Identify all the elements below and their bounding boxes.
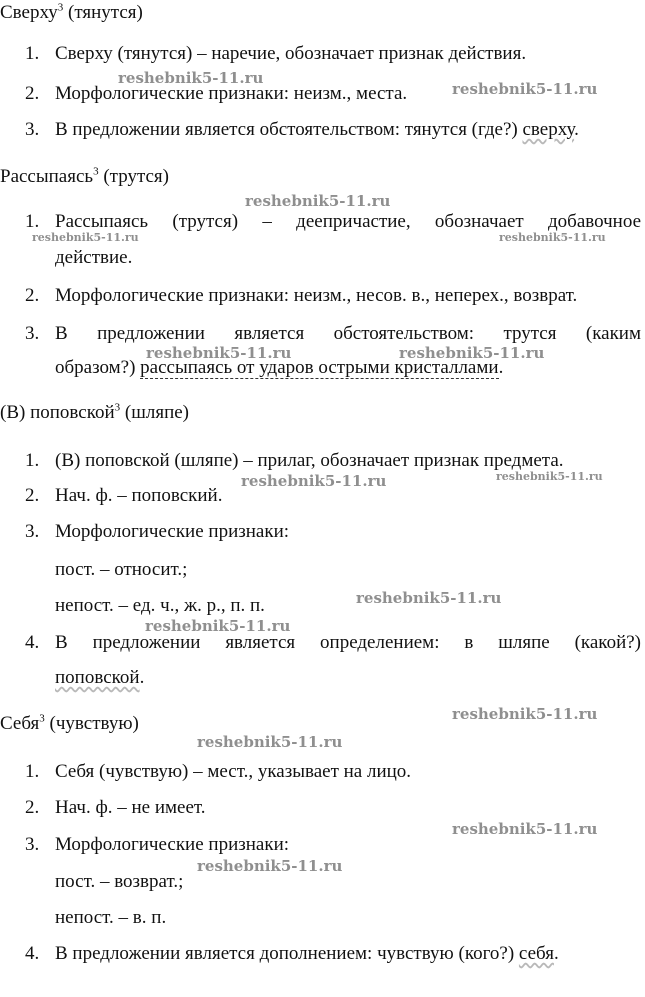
list-item-continuation: [55, 667, 144, 689]
watermark: reshebnik5-11.ru: [452, 705, 598, 723]
list-number: 3.: [25, 521, 40, 542]
underlined-phrase: рассыпаясь от ударов острыми кристаллами: [140, 357, 499, 378]
list-number: 1.: [25, 211, 40, 232]
list-number: 2.: [25, 285, 40, 306]
item-text: образом?): [55, 357, 136, 378]
list-item-subline: пост. – относит.;: [55, 559, 188, 580]
list-number: 2.: [25, 83, 40, 104]
list-number: 1.: [25, 761, 40, 782]
watermark: reshebnik5-11.ru: [399, 344, 545, 362]
watermark: reshebnik5-11.ru: [197, 857, 343, 875]
list-item: В предложении является обстоятельством: трутся (каким: [55, 323, 641, 344]
watermark: reshebnik5-11.ru: [496, 470, 603, 483]
watermark: reshebnik5-11.ru: [356, 589, 502, 607]
heading-word: Сверху: [0, 2, 58, 23]
list-item: В предложении является определением: в шляпе (какой?): [55, 632, 641, 653]
list-item-continuation: действие.: [55, 247, 133, 268]
item-text: В предложении является дополнением: чувствую (кого?): [55, 943, 515, 964]
heading-context: (тянутся): [68, 2, 143, 23]
list-item: Морфологические признаки:: [55, 521, 290, 542]
period: .: [574, 119, 579, 140]
underlined-word: себя: [518, 943, 554, 964]
watermark: reshebnik5-11.ru: [245, 192, 391, 210]
section-heading: [0, 166, 169, 188]
watermark: reshebnik5-11.ru: [145, 617, 291, 635]
item-text: В предложении является обстоятельством: тянутся (где?): [55, 119, 518, 140]
watermark: reshebnik5-11.ru: [118, 69, 264, 87]
list-number: 3.: [25, 323, 40, 344]
watermark: reshebnik5-11.ru: [241, 472, 387, 490]
section-heading: [0, 713, 139, 735]
section-heading: [0, 402, 189, 424]
list-item: Нач. ф. – поповский.: [55, 485, 223, 506]
watermark: reshebnik5-11.ru: [499, 231, 606, 244]
period: .: [498, 357, 504, 378]
list-number: 1.: [25, 43, 40, 64]
list-number: 2.: [25, 485, 40, 506]
list-item: Рассыпаясь (трутся) – деепричастие, обозначает добавочное: [55, 211, 641, 232]
list-number: 4.: [25, 632, 40, 653]
watermark: reshebnik5-11.ru: [452, 80, 598, 98]
heading-word: Себя: [0, 713, 40, 734]
list-item: (В) поповской (шляпе) – прилаг, обозначает признак предмета.: [55, 450, 564, 471]
list-item: [55, 119, 579, 141]
period: .: [553, 943, 559, 964]
list-item: Морфологические признаки: неизм., несов. в., неперех., возврат.: [55, 285, 578, 306]
list-item: [55, 943, 559, 965]
heading-context: (трутся): [103, 166, 169, 187]
heading-word: (В) поповской: [0, 402, 115, 423]
list-item-subline: непост. – в. п.: [55, 907, 167, 928]
watermark: reshebnik5-11.ru: [452, 820, 598, 838]
list-item: Себя (чувствую) – мест., указывает на лицо.: [55, 761, 412, 782]
list-number: 4.: [25, 943, 40, 964]
watermark: reshebnik5-11.ru: [197, 733, 343, 751]
list-number: 3.: [25, 119, 40, 140]
list-item-subline: непост. – ед. ч., ж. р., п. п.: [55, 595, 265, 616]
list-item: Морфологические признаки: неизм., места.: [55, 83, 408, 104]
watermark: reshebnik5-11.ru: [146, 344, 292, 362]
watermark: reshebnik5-11.ru: [32, 231, 139, 244]
footnote-marker: 3: [39, 712, 45, 725]
section-heading: [0, 2, 143, 24]
heading-context: (чувствую): [49, 713, 139, 734]
period: .: [139, 667, 145, 688]
list-item: Сверху (тянутся) – наречие, обозначает признак действия.: [55, 43, 527, 64]
list-number: 3.: [25, 834, 40, 855]
footnote-marker: 3: [114, 401, 121, 414]
footnote-marker: 3: [93, 165, 99, 178]
list-number: 2.: [25, 797, 40, 818]
list-number: 1.: [25, 450, 40, 471]
footnote-marker: 3: [57, 1, 64, 14]
underlined-word: сверху: [522, 119, 575, 140]
underlined-word: поповской: [55, 667, 140, 688]
list-item: Нач. ф. – не имеет.: [55, 797, 206, 818]
list-item: Морфологические признаки:: [55, 834, 290, 855]
list-item-subline: пост. – возврат.;: [55, 871, 184, 892]
heading-word: Рассыпаясь: [0, 166, 94, 187]
heading-context: (шляпе): [124, 402, 189, 423]
